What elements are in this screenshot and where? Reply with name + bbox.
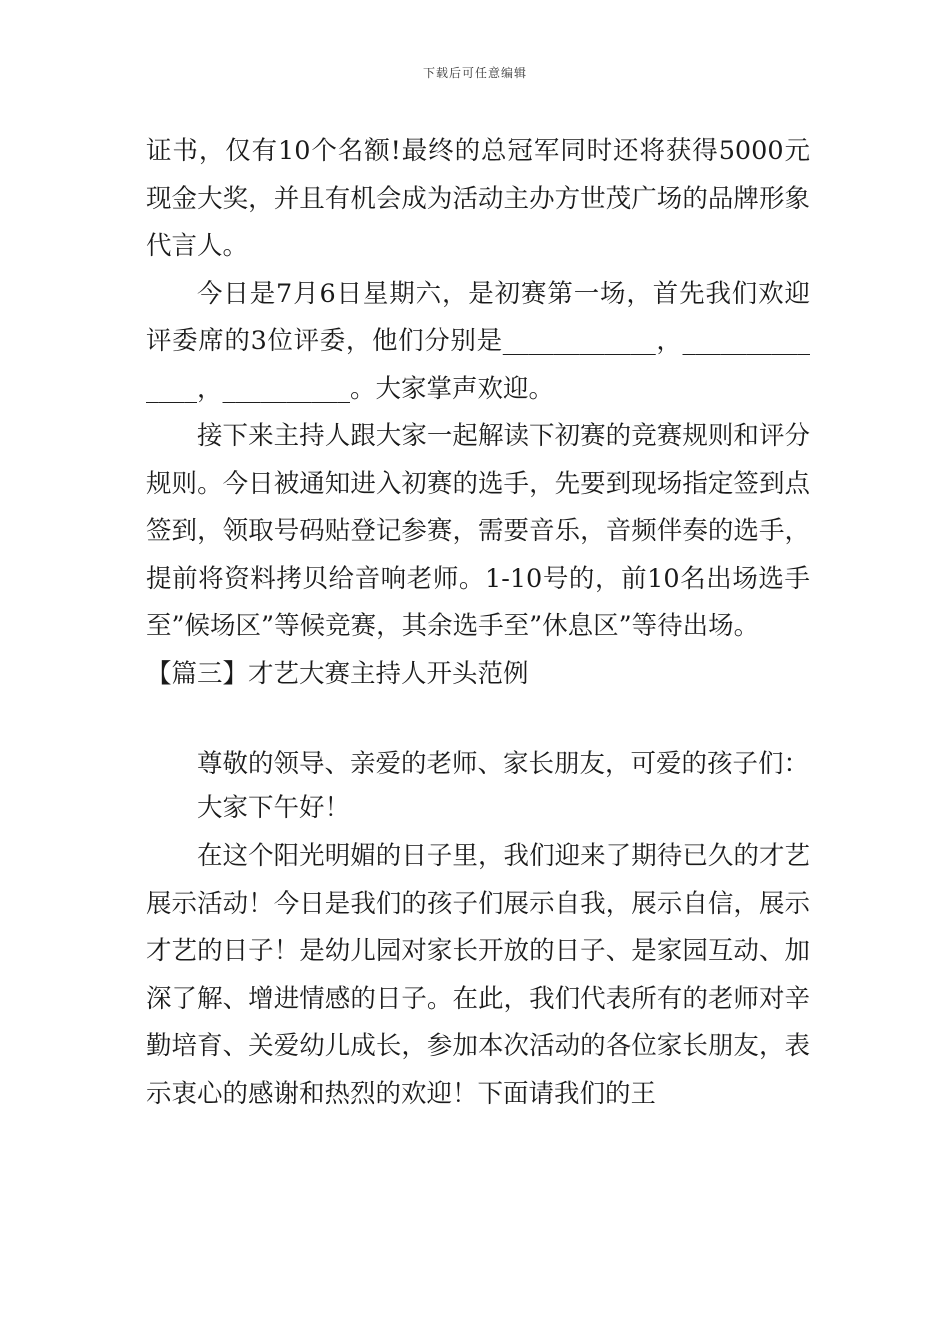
- paragraph-rules: 接下来主持人跟大家一起解读下初赛的竞赛规则和评分规则。今日被通知进入初赛的选手，先要到现场指定签到点签到，领取号码贴登记参赛，需要音乐，音频伴奏的选手，提前将资料拷贝给音响老师。1-10号的，前10名出场选手至”候场区”等候竞赛，其余选手至”休息区”等待出场。: [146, 421, 810, 641]
- paragraph-judges: 今日是7月6日星期六，是初赛第一场，首先我们欢迎评委席的3位评委，他们分别是____________，______________，__________。大家掌声欢迎。: [146, 278, 810, 404]
- paragraph-prize: 证书，仅有10个名额!最终的总冠军同时还将获得5000元现金大奖，并且有机会成为活动主办方世茂广场的品牌形象代言人。: [146, 136, 810, 261]
- section-heading: 【篇三】才艺大赛主持人开头范例: [146, 658, 529, 689]
- spacer: [146, 698, 810, 742]
- document-body: [146, 128, 810, 1118]
- salutation: 尊敬的领导、亲爱的老师、家长朋友，可爱的孩子们：: [197, 749, 810, 779]
- paragraph-opening: 在这个阳光明媚的日子里，我们迎来了期待已久的才艺展示活动！今日是我们的孩子们展示自我，展示自信，展示才艺的日子！是幼儿园对家长开放的日子、是家园互动、加深了解、增进情感的日子。在此，我们代表所有的老师对辛勤培育、关爱幼儿成长，参加本次活动的各位家长朋友，表示衷心的感谢和热烈的欢迎！下面请我们的王: [146, 841, 810, 1109]
- download-note: 下载后可任意编辑: [422, 66, 527, 80]
- greeting: 大家下午好！: [197, 793, 351, 823]
